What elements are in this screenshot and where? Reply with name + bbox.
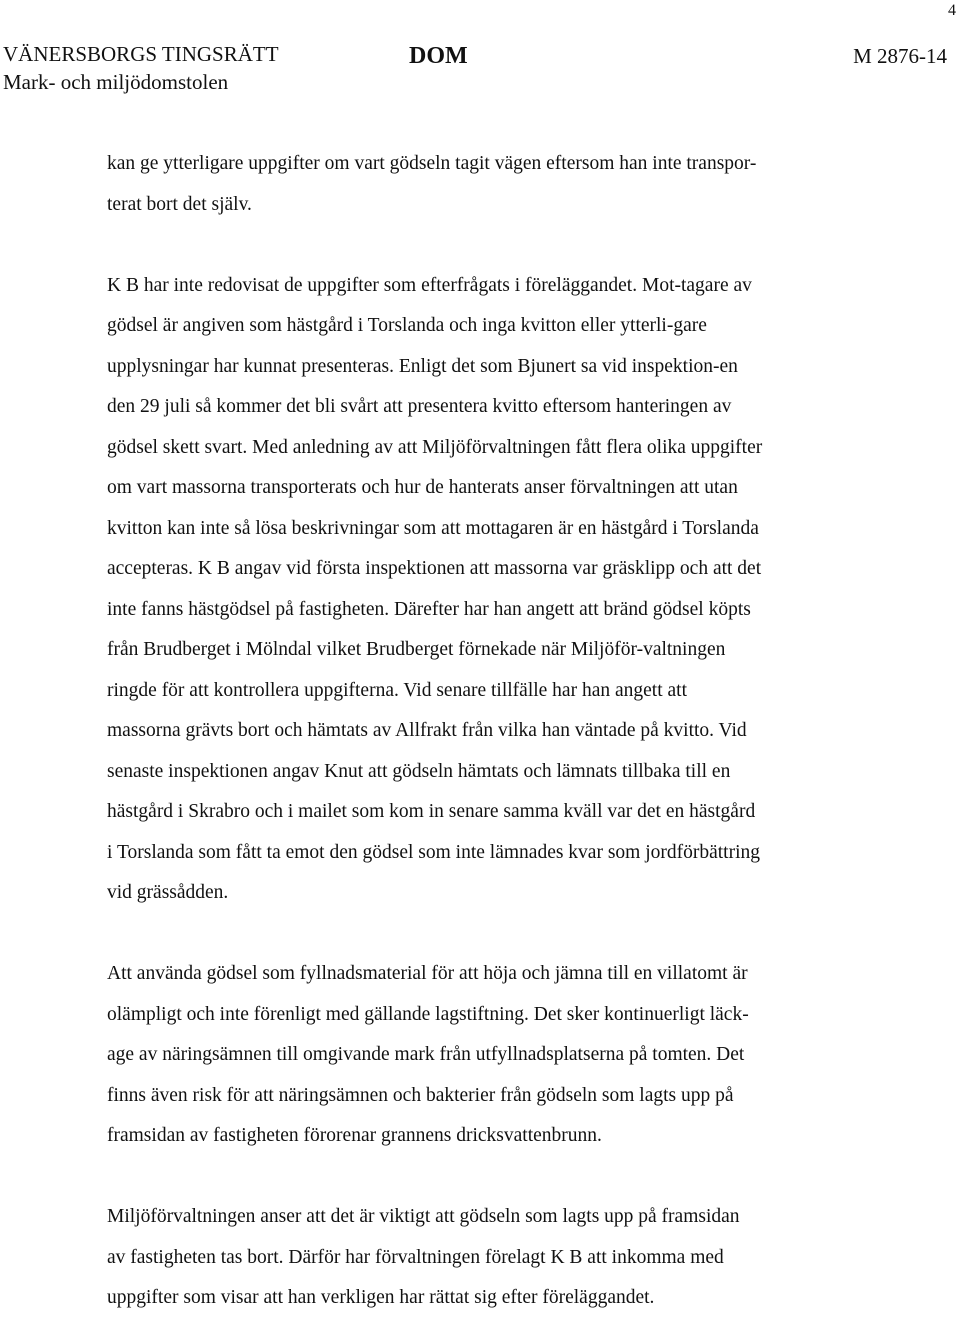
court-division: Mark- och miljödomstolen: [3, 70, 229, 94]
text-line: age av näringsämnen till omgivande mark från utfyllnadsplatserna på tomten. Det: [107, 1044, 745, 1065]
text-line: gödsel är angiven som hästgård i Torslanda och inga kvitton eller ytterli-gare: [107, 315, 707, 336]
court-block: [3, 40, 279, 96]
text-line: terat bort det själv.: [107, 193, 252, 215]
text-line: inte fanns hästgödsel på fastigheten. Därefter har han angett att bränd gödsel köpts: [107, 598, 751, 620]
paragraph-1: [107, 144, 902, 225]
text-line: vid grässådden.: [107, 882, 229, 903]
court-name: VÄNERSBORGS TINGSRÄTT: [3, 42, 279, 66]
document-header: [3, 40, 947, 98]
text-line: i Torslanda som fått ta emot den gödsel som inte lämnades kvar som jordförbättring: [107, 841, 761, 863]
text-line: finns även risk för att näringsämnen och bakterier från gödseln som lagts upp på: [107, 1084, 734, 1106]
text-line: kvitton kan inte så lösa beskrivningar som att mottagaren är en hästgård i Torslanda: [107, 517, 759, 539]
case-number: M 2876-14: [853, 44, 947, 68]
text-line: upplysningar har kunnat presenteras. Enligt det som Bjunert sa vid inspektion-en: [107, 355, 738, 377]
text-line: accepteras. K B angav vid första inspektionen att massorna var gräsklipp och att det: [107, 558, 762, 579]
paragraph-gap: [107, 1157, 902, 1198]
document-body: [107, 144, 902, 1319]
text-line: hästgård i Skrabro och i mailet som kom in senare samma kväll var det en hästgård: [107, 801, 756, 822]
text-line: olämpligt och inte förenligt med gällande lagstiftning. Det sker kontinuerligt läck-: [107, 1003, 749, 1025]
text-line: Miljöförvaltningen anser att det är viktigt att gödseln som lagts upp på framsidan: [107, 1206, 740, 1227]
text-line: ringde för att kontrollera uppgifterna. Vid senare tillfälle har han angett att: [107, 679, 688, 701]
text-line: framsidan av fastigheten förorenar grannens dricksvattenbrunn.: [107, 1125, 602, 1146]
paragraph-2: [107, 266, 902, 914]
text-line: från Brudberget i Mölndal vilket Brudberget förnekade när Miljöför-valtningen: [107, 639, 726, 660]
document-type: DOM: [409, 43, 468, 69]
page-number: 4: [948, 2, 956, 19]
text-line: gödsel skett svart. Med anledning av att Miljöförvaltningen fått flera olika uppgifter: [107, 436, 763, 458]
text-line: massorna grävts bort och hämtats av Allfrakt från vilka han väntade på kvitto. Vid: [107, 720, 747, 741]
paragraph-3: [107, 954, 902, 1157]
text-line: Att använda gödsel som fyllnadsmaterial för att höja och jämna till en villatomt är: [107, 963, 748, 984]
text-line: K B har inte redovisat de uppgifter som efterfrågats i föreläggandet. Mot-tagare av: [107, 274, 752, 296]
paragraph-gap: [107, 225, 902, 266]
text-line: uppgifter som visar att han verkligen har rättat sig efter föreläggandet.: [107, 1287, 655, 1308]
text-line: av fastigheten tas bort. Därför har förvaltningen förelagt K B att inkomma med: [107, 1246, 724, 1268]
text-line: om vart massorna transporterats och hur de hanterats anser förvaltningen att utan: [107, 477, 738, 498]
paragraph-gap: [107, 914, 902, 955]
text-line: kan ge ytterligare uppgifter om vart gödseln tagit vägen eftersom han inte transpor-: [107, 153, 757, 174]
text-line: den 29 juli så kommer det bli svårt att presentera kvitto eftersom hanteringen av: [107, 396, 732, 417]
text-line: senaste inspektionen angav Knut att gödseln hämtats och lämnats tillbaka till en: [107, 760, 731, 782]
paragraph-4: [107, 1197, 902, 1319]
